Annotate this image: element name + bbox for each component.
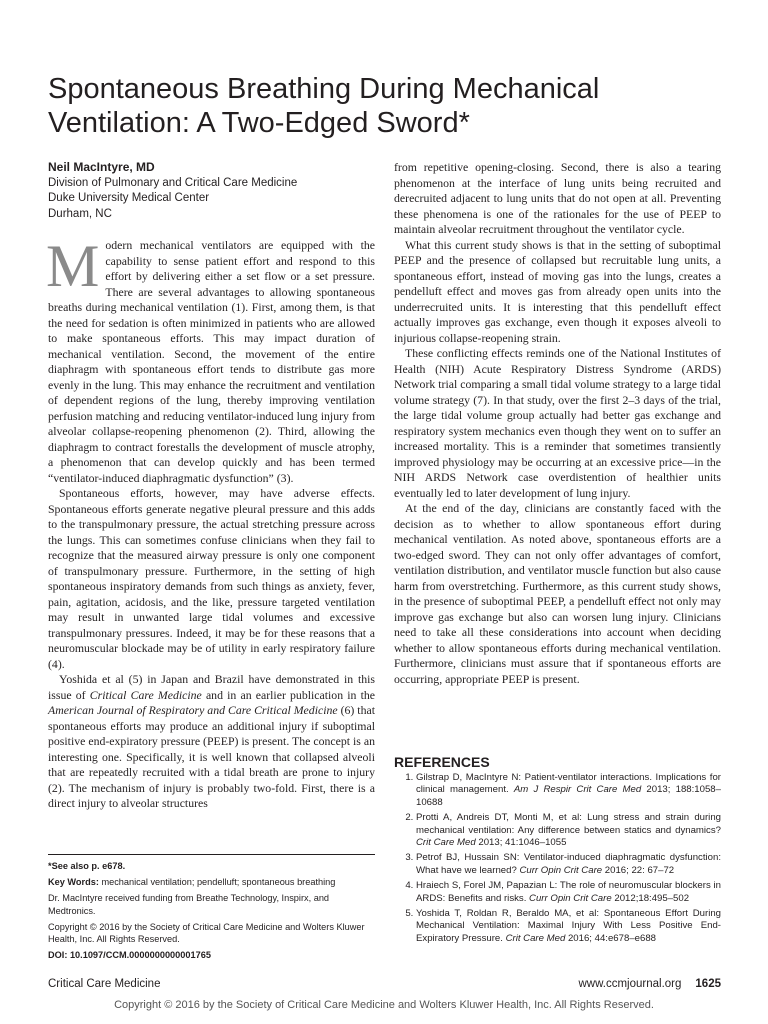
body-column-right: [394, 160, 721, 687]
page-number: 1625: [695, 978, 721, 990]
article-title: Spontaneous Breathing During Mechanical Ventilation: A Two-Edged Sword*: [48, 73, 600, 139]
reference-item: [416, 812, 721, 849]
references-section: [394, 754, 721, 948]
affiliation-line: Durham, NC: [48, 207, 112, 220]
journal-name: American Journal of Respiratory and Care Critical Medicine: [48, 703, 338, 717]
reference-citation: 2013; 41:1046–1055: [475, 837, 567, 849]
reference-citation: 2016; 22: 67–72: [602, 864, 675, 876]
journal-name-footer: Critical Care Medicine: [48, 978, 161, 990]
reference-journal: Curr Opin Crit Care: [529, 892, 612, 904]
reference-list: [394, 772, 721, 945]
text-run: and in an earlier publication in the: [201, 687, 375, 702]
body-paragraph: Spontaneous efforts, however, may have adverse effects. Spontaneous efforts generate negative pleural pressure and this adds to the transpulmonary pressure, the actual stretching pressure across the lungs. This can sometimes confuse clinicians when they fail to recognize that the measured airway pressure is only one component of transpulmonary pressure. Furthermore, in the setting of high spontaneous inspiratory demands from such things as anxiety, fever, pain, agitation, acidosis, and the like, pressure targeted ventilation may result in unwanted large tidal volumes and excessive transpulmonary pressures. Indeed, it may be for these reasons that a neuromuscular blockade may be of utility in early respiratory failure (4).: [48, 486, 375, 671]
journal-name: Critical Care Medicine: [89, 687, 202, 702]
author-block: [48, 160, 378, 222]
footnotes: [48, 860, 375, 965]
funding-note: Dr. MacIntyre received funding from Breathe Technology, Inspirx, and Medtronics.: [48, 893, 330, 916]
reference-citation: 2013; 188:1058–10688: [416, 784, 721, 808]
body-column-left: [46, 233, 375, 812]
body-paragraph: At the end of the day, clinicians are constantly faced with the decision as to whether to allow spontaneous effort during mechanical ventilation. As noted above, spontaneous efforts are a two-edged sword. They can not only offer advantages of comfort, ventilation distribution, and ventilator muscle function but also cause harm from overstretching. Furthermore, as this current study shows, in the presence of suboptimal PEEP, a pendelluft effect not only may improve gas exchange but also can worsen lung injury. Clinicians need to take all these considerations into account when deciding whether to allow spontaneous efforts during mechanical ventilation. Furthermore, clinicians must assure that if spontaneous efforts are occurring, appropriate PEEP is present.: [394, 501, 721, 686]
see-also-note: *See also p. e678.: [48, 861, 126, 871]
reference-item: [416, 852, 721, 877]
keywords: [48, 876, 375, 888]
reference-journal: Am J Respir Crit Care Med: [513, 784, 642, 796]
body-paragraph: These conflicting effects reminds one of the National Institutes of Health (NIH) Acute Respiratory Distress Syndrome (ARDS) Network trial comparing a small tidal volume strategy to a large tidal volume strategy (7). In that study, over the first 2–3 days of the trial, the large tidal volume group actually had better gas exchange and respiratory system mechanics even though they went on to suffer an increased mortality. This is a reminder that sometimes transiently improved physiology may be occurring at an excessive price—in the NIH ARDS Network case overdistention of healthier units eventually led to later development of lung injury.: [394, 346, 721, 500]
drop-cap: M: [46, 233, 100, 299]
reference-text: Petrof BJ, Hussain SN: Ventilator-induced diaphragmatic dysfunction: What have we learned?: [416, 852, 721, 876]
author-name: Neil MacIntyre, MD: [48, 160, 155, 174]
reference-text: Gilstrap D, MacIntyre N: Patient-ventilator interactions. Implications for clinical management.: [416, 772, 721, 796]
text-run: (6) that spontaneous efforts may produce an additional injury if suboptimal positive end-expiratory pressure (PEEP) is present. The concept is an interesting one. Specifically, it is well known that collapsed alveoli that are repeatedly recruited with a tidal breath are prone to injury (2). The mechanism of injury is probably two-fold. First, there is a direct injury to alveolar structures: [48, 703, 375, 810]
references-heading: REFERENCES: [394, 754, 490, 770]
doi: DOI: 10.1097/CCM.0000000000001765: [48, 950, 211, 961]
reference-text: Protti A, Andreis DT, Monti M, et al: Lung stress and strain during mechanical ventilation: Any difference between statics and dynamics?: [416, 812, 721, 836]
reference-item: [416, 908, 721, 945]
body-paragraph: [46, 233, 375, 486]
reference-item: [416, 772, 721, 809]
page-footer-right: [579, 978, 722, 990]
reference-journal: Crit Care Med: [505, 932, 566, 944]
reference-citation: 2016; 44:e678–e688: [565, 932, 656, 944]
paragraph-text: odern mechanical ventilators are equipped with the capability to sense patient effort and respond to this effort by delivering either a set flow or a set pressure. There are several advantages to allowing spontaneous breaths during mechanical ventilation (1). First, among them, is that the need for sedation is often minimized in patients who are allowed to make spontaneous efforts. This may impact duration of mechanical ventilation. Second, the movement of the entire diaphragm with spontaneous effort tends to distribute gas more evenly in the lung. This may enhance the recruitment and ventilation of dependent regions of the lung, thereby improving ventilation perfusion matching and reducing ventilator-induced lung injury from alveolar collapse-reopening phenomenon (2). Third, allowing the diaphragm to contract forestalls the development of muscle atrophy, a phenomenon that can develop quickly and has been termed “ventilator-induced diaphragmatic dysfunction” (3).: [48, 238, 375, 485]
body-paragraph: [48, 672, 375, 812]
reference-journal: Curr Opin Crit Care: [519, 864, 603, 876]
body-paragraph: from repetitive opening-closing. Second, there is also a tearing phenomenon at the interface of lung units being recruited and derecruited adjacent to lung units that do not open at all. Preventing these phenomena is one of the rationales for the use of PEEP to maintain alveolar recruitment throughout the ventilator cycle.: [394, 160, 721, 236]
keywords-label: Key Words:: [48, 877, 99, 888]
reference-journal: Crit Care Med: [416, 837, 476, 849]
copyright-bar: Copyright © 2016 by the Society of Critical Care Medicine and Wolters Kluwer Health, Inc. All Rights Reserved.: [114, 999, 654, 1011]
keywords-text: mechanical ventilation; pendelluft; spontaneous breathing: [98, 877, 336, 888]
footnote-divider: [48, 854, 375, 855]
copyright-note: Copyright © 2016 by the Society of Critical Care Medicine and Wolters Kluwer Health, Inc. All Rights Reserved.: [48, 921, 365, 945]
reference-item: [416, 880, 721, 905]
affiliation-line: Duke University Medical Center: [48, 192, 210, 204]
reference-text: Hraiech S, Forel JM, Papazian L: The role of neuromuscular blockers in ARDS: Benefits and risks.: [416, 880, 721, 904]
journal-url[interactable]: www.ccmjournal.org: [578, 978, 682, 990]
text-run: Yoshida et al (5) in Japan and Brazil have demonstrated in this issue of: [48, 672, 375, 702]
reference-citation: 2012;18:495–502: [611, 892, 690, 904]
body-paragraph: What this current study shows is that in the setting of suboptimal PEEP and the presence of collapsed but recruitable lung units, a spontaneous effort, instead of moving gas into the lungs, creates a pendelluft effect and moves gas from already open units into the underrecruited units. It is interesting that this pendelluft effect actually improves gas exchange, even though it exposes alveoli to injurious collapse-reopening strain.: [394, 237, 721, 345]
affiliation-line: Division of Pulmonary and Critical Care Medicine: [48, 176, 298, 189]
reference-text: Yoshida T, Roldan R, Beraldo MA, et al: Spontaneous Effort During Mechanical Ventilation: Maximal Injury With Less Positive End-Expiratory Pressure.: [416, 908, 721, 944]
